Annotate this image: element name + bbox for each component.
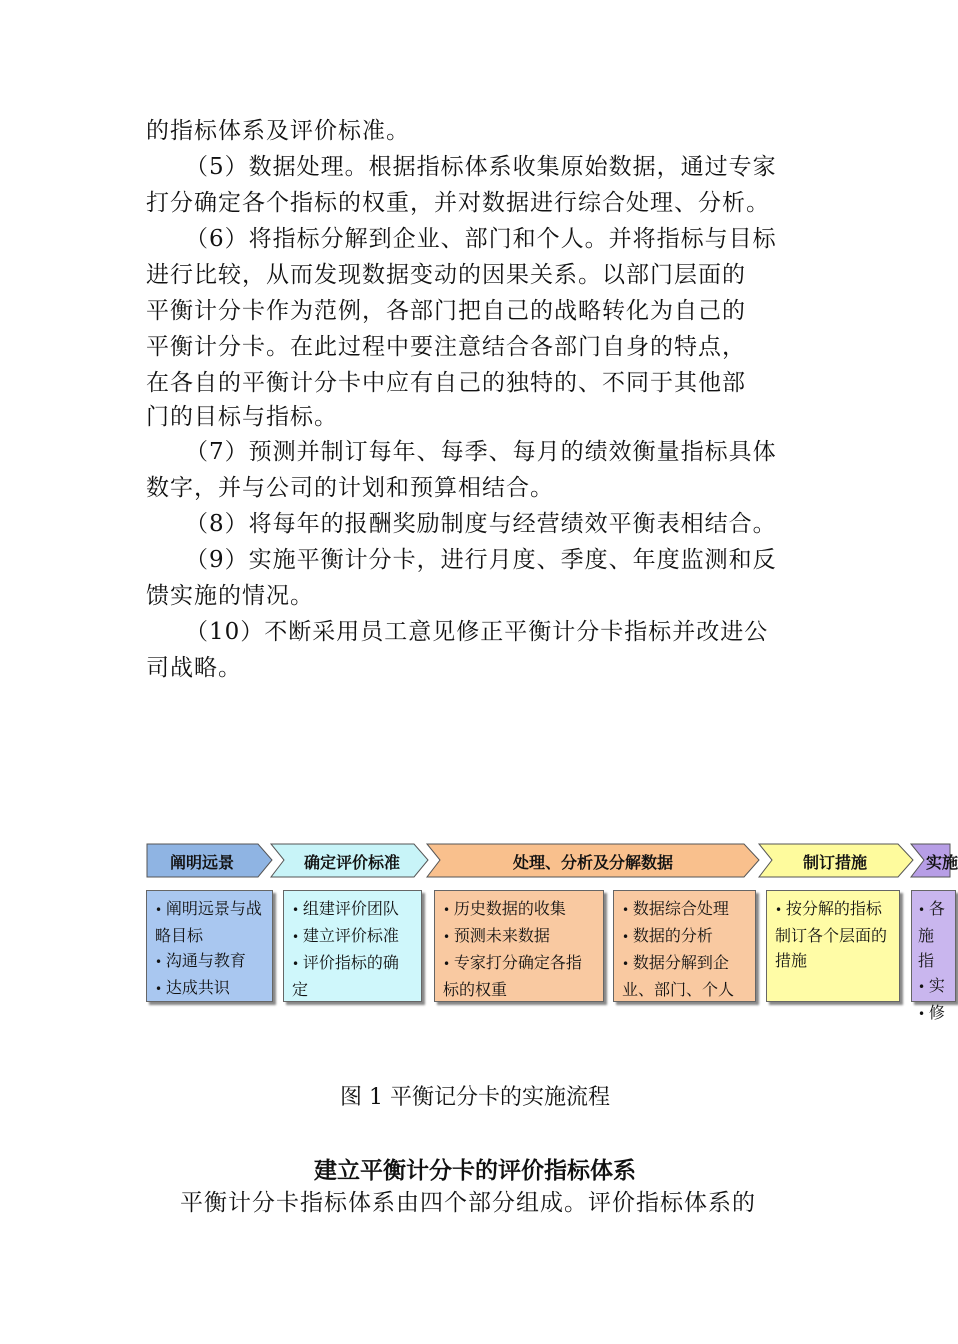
body-line: 的指标体系及评价标准。: [146, 118, 410, 144]
step-item: • 数据分解到企业、部门、个人: [622, 950, 747, 1002]
step-box: [434, 890, 604, 1002]
figure-caption: 图 1 平衡记分卡的实施流程: [340, 1085, 610, 1110]
stage-label: 阐明远景: [169, 853, 234, 872]
step-box: [911, 890, 956, 1022]
stage-label: 实施: [926, 853, 958, 872]
section-heading: 建立平衡计分卡的评价指标体系: [314, 1157, 636, 1184]
body-line: 司战略。: [146, 655, 242, 681]
step-item: • 数据综合处理: [622, 896, 747, 923]
body-line: 在各自的平衡计分卡中应有自己的独特的、不同于其他部: [146, 370, 746, 396]
step-item: • 实: [918, 973, 947, 1000]
stage-label: 处理、分析及分解数据: [512, 853, 673, 872]
body-line: 平衡计分卡作为范例，各部门把自己的战略转化为自己的: [146, 298, 746, 324]
body-line: 门的目标与指标。: [146, 404, 338, 430]
step-item: • 达成共识: [155, 975, 264, 1002]
stage-label: 制订措施: [802, 853, 867, 872]
body-line: （5）数据处理。根据指标体系收集原始数据，通过专家: [185, 154, 777, 180]
step-item: • 建立评价标准: [292, 923, 413, 950]
step-item: • 历史数据的收集: [443, 896, 595, 923]
step-item: • 各施指: [918, 896, 947, 973]
step-item: • 组建评价团队: [292, 896, 413, 923]
body-line: （7）预测并制订每年、每季、每月的绩效衡量指标具体: [185, 439, 777, 465]
step-item: • 评价指标的确定: [292, 950, 413, 1002]
stage-label: 确定评价标准: [303, 853, 400, 872]
step-item: • 预测未来数据: [443, 923, 595, 950]
body-line: （10）不断采用员工意见修正平衡计分卡指标并改进公: [185, 619, 769, 645]
body-line: 平衡计分卡。在此过程中要注意结合各部门自身的特点，: [146, 334, 746, 360]
step-box: [766, 890, 900, 1002]
step-box: [146, 890, 273, 1002]
body-line: （8）将每年的报酬奖励制度与经营绩效平衡表相结合。: [185, 511, 777, 537]
step-box: [283, 890, 422, 1002]
body-line: （6）将指标分解到企业、部门和个人。并将指标与目标: [185, 226, 777, 252]
step-item: • 数据的分析: [622, 923, 747, 950]
step-item: • 阐明远景与战略目标: [155, 896, 264, 948]
step-box: [613, 890, 756, 1002]
step-item: • 沟通与教育: [155, 948, 264, 975]
body-line: 进行比较，从而发现数据变动的因果关系。以部门层面的: [146, 262, 746, 288]
body-line: 平衡计分卡指标体系由四个部分组成。评价指标体系的: [180, 1190, 756, 1216]
body-line: （9）实施平衡计分卡，进行月度、季度、年度监测和反: [185, 547, 777, 573]
body-line: 数字，并与公司的计划和预算相结合。: [146, 475, 554, 501]
step-item: • 修: [918, 1000, 947, 1027]
body-line: 打分确定各个指标的权重，并对数据进行综合处理、分析。: [146, 190, 770, 216]
body-line: 馈实施的情况。: [146, 583, 314, 609]
step-item: • 专家打分确定各指标的权重: [443, 950, 595, 1002]
step-item: • 按分解的指标制订各个层面的措施: [775, 896, 891, 973]
